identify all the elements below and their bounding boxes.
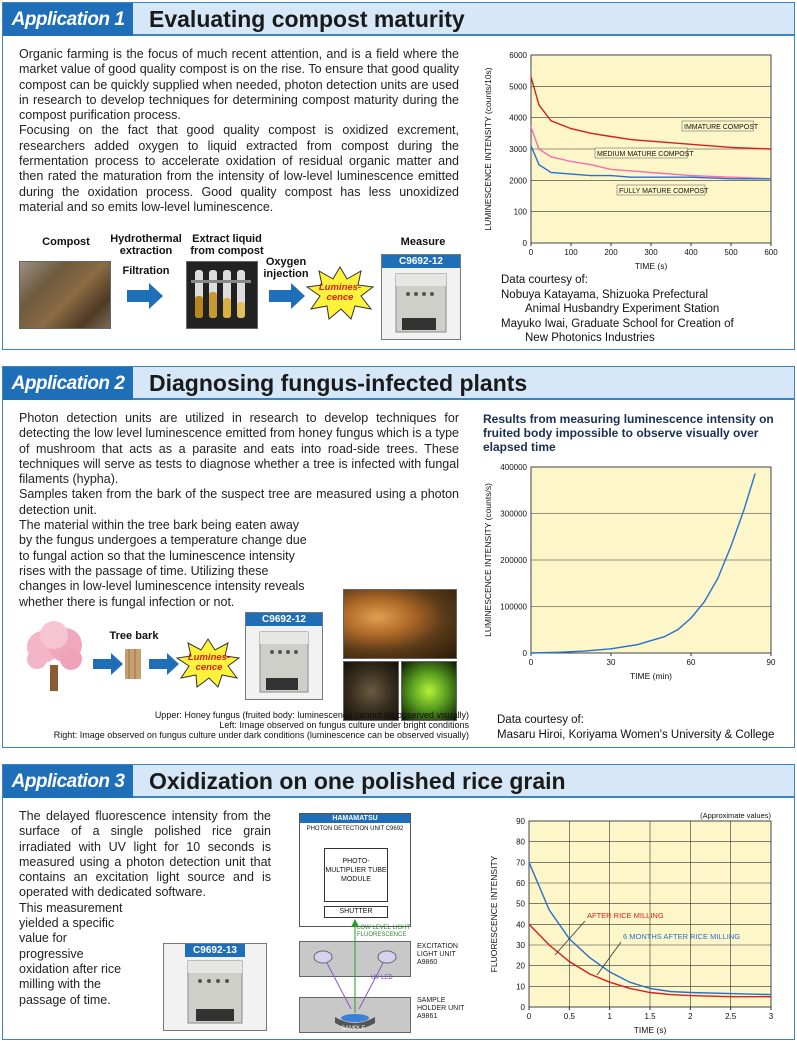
- paragraph: Photon detection units are utilized in research to develop techniques for detecting the low level luminescence emitted from honey fungus which is a type of mushroom that acts as a parasite and eats into road-side trees. These techniques will serve as tests to diagnose whether a tree is infected with fungal filaments (hypha).: [19, 411, 459, 487]
- data-point: [637, 644, 638, 645]
- device-model-label: C9692-13: [185, 944, 245, 957]
- data-point: [530, 145, 531, 146]
- device-icon: [246, 626, 322, 698]
- chart-note: (Approximate values): [700, 811, 771, 820]
- y-tick-label: 400000: [500, 463, 527, 472]
- y-tick-label: 90: [516, 817, 525, 826]
- y-tick-label: 10: [516, 982, 525, 992]
- c9692-12-device: [245, 612, 323, 700]
- data-point: [589, 973, 590, 974]
- y-axis-label: FLUORESCENCE INTENSITY: [489, 855, 499, 973]
- x-tick-label: 400: [684, 248, 698, 257]
- data-point: [530, 652, 531, 653]
- caption-left: Left: Image observed on fungus culture under bright conditions: [219, 720, 469, 730]
- data-point: [677, 629, 678, 630]
- data-point: [770, 178, 771, 179]
- tree-icon: [21, 621, 87, 693]
- data-point: [649, 992, 650, 993]
- data-point: [610, 136, 611, 137]
- data-point: [730, 178, 731, 179]
- x-tick-label: 100: [564, 248, 578, 257]
- data-point: [590, 133, 591, 134]
- x-axis-label: TIME (min): [629, 671, 673, 681]
- compost-label: Compost: [42, 236, 90, 248]
- y-tick-label: 20: [516, 961, 525, 971]
- diagram-light-paths: [295, 813, 415, 1035]
- x-tick-label: 3: [768, 1012, 774, 1021]
- data-point: [538, 105, 539, 106]
- bark-icon: [125, 649, 141, 679]
- credit-line: Nobuya Katayama, Shizuoka Prefectural: [501, 288, 709, 301]
- y-tick-label: 4000: [509, 113, 527, 123]
- x-axis-label: TIME (s): [634, 261, 668, 271]
- data-point: [690, 175, 691, 176]
- diagram-uv-led-label: UV LED: [371, 975, 393, 981]
- chart-heading: Results from measuring luminescence intensity on fruited body impossible to observe visually over elapsed time: [483, 412, 774, 454]
- honey-fungus-photo: [343, 589, 457, 659]
- series-label: IMMATURE COMPOST: [684, 124, 759, 131]
- data-point: [650, 172, 651, 173]
- data-point: [730, 147, 731, 148]
- x-tick-label: 1: [607, 1012, 612, 1021]
- y-tick-label: 2000: [509, 176, 527, 186]
- credit-line: Mayuko Iwai, Graduate School for Creation of: [501, 317, 734, 330]
- y-tick-label: 40: [516, 920, 525, 930]
- credit-line: Masaru Hiroi, Koriyama Women's University & College: [497, 728, 775, 741]
- sample-holder-text: SAMPLE HOLDER UNIT: [417, 997, 465, 1012]
- y-tick-label: 300000: [500, 509, 527, 519]
- data-point: [530, 127, 531, 128]
- data-point: [538, 164, 539, 165]
- x-tick-label: 500: [724, 248, 738, 257]
- application-1-header: [3, 3, 794, 36]
- c9692-13-device: [163, 943, 267, 1031]
- x-tick-label: 0.5: [563, 1012, 575, 1021]
- application-2-text: [19, 411, 459, 610]
- application-3-header: [3, 765, 794, 798]
- data-point: [670, 994, 671, 995]
- y-tick-label: 30: [516, 941, 525, 950]
- x-tick-label: 300: [644, 248, 658, 257]
- data-point: [690, 618, 691, 619]
- data-point: [754, 473, 755, 474]
- data-point: [770, 994, 771, 995]
- y-tick-label: 0: [522, 649, 527, 658]
- data-point: [610, 175, 611, 176]
- data-point: [730, 996, 731, 997]
- data-point: [590, 175, 591, 176]
- x-tick-label: 600: [764, 248, 778, 257]
- x-tick-label: 1.5: [644, 1012, 656, 1021]
- y-tick-label: 60: [516, 879, 525, 888]
- data-point: [609, 982, 610, 983]
- data-point: [557, 652, 558, 653]
- hydrothermal-label: Hydrothermal extraction: [110, 233, 182, 257]
- x-tick-label: 60: [686, 658, 696, 667]
- data-point: [589, 957, 590, 958]
- extract-label: Extract liquid from compost: [190, 233, 264, 257]
- sample-holder-label: [417, 997, 465, 1021]
- data-point: [549, 909, 550, 910]
- application-2-section: [2, 366, 795, 748]
- data-point: [690, 992, 691, 993]
- data-point: [770, 148, 771, 149]
- paragraph: This measurement yielded a specific value for progressive oxidation after rice milling with the passage of time.: [19, 900, 123, 1007]
- application-1-text: [19, 47, 459, 215]
- x-tick-label: 30: [606, 658, 616, 667]
- data-point: [570, 174, 571, 175]
- compost-luminescence-chart: [479, 43, 785, 273]
- x-tick-label: 0: [526, 1012, 532, 1021]
- diagram-shutter: SHUTTER: [324, 906, 388, 918]
- detection-unit-diagram: [295, 813, 415, 1035]
- application-1-section: [2, 2, 795, 350]
- diagram-low-level-label: LOW LEVEL LIGHT FLUORESCENCE: [357, 925, 411, 938]
- device-model-label: C9692-12: [246, 613, 322, 626]
- data-point: [549, 944, 550, 945]
- x-tick-label: 90: [766, 658, 776, 667]
- data-point: [664, 636, 665, 637]
- series-label: 6 MONTHS AFTER RICE MILLING: [623, 932, 741, 941]
- data-point: [584, 651, 585, 652]
- paragraph: Focusing on the fact that good quality compost is oxidized excrement, researchers added oxygen to liquid extracted from compost during the fermentation process to accelerate oxidation of residual organic matter and then rated the maturation from the intensity of low-level luminescence emitted during the oxidation process. Good quality compost has less unoxidized material and so emits low-level luminescence.: [19, 123, 459, 214]
- paragraph: Organic farming is the focus of much recent attention, and is a field where the market value of good quality compost is on the rise. To ensure that good quality compost can be quickly supplied when needed, photon detection units are used in research to develop techniques for determining compost maturity during the compost purification process.: [19, 47, 459, 123]
- data-point: [730, 546, 731, 547]
- data-point: [629, 982, 630, 983]
- y-axis-label: LUMINESCENCE INTENSITY (counts/s): [483, 483, 493, 637]
- excitation-model: A9860: [417, 959, 438, 966]
- data-point: [528, 924, 529, 925]
- x-tick-label: 200: [604, 248, 618, 257]
- diagram-pmt-box: PHOTO-MULTIPLIER TUBE MODULE: [324, 848, 388, 902]
- data-point: [650, 141, 651, 142]
- data-point: [550, 120, 551, 121]
- tree-bark-label: Tree bark: [109, 630, 159, 642]
- data-point: [630, 170, 631, 171]
- excitation-label: EXCITATION LIGHT UNIT: [417, 943, 458, 958]
- y-tick-label: 5000: [509, 82, 527, 92]
- y-tick-label: 3000: [509, 145, 527, 154]
- x-tick-label: 0: [528, 248, 534, 257]
- data-point: [590, 164, 591, 165]
- arrow-icon: [127, 283, 163, 309]
- data-point: [690, 177, 691, 178]
- y-tick-label: 0: [520, 1003, 525, 1012]
- data-point: [730, 993, 731, 994]
- credit-label: Data courtesy of:: [501, 274, 588, 286]
- y-tick-label: 100: [513, 207, 527, 217]
- data-point: [569, 961, 570, 962]
- y-tick-label: 6000: [509, 51, 527, 60]
- credit-block: [497, 713, 797, 742]
- data-point: [717, 578, 718, 579]
- extract-photo: [186, 261, 258, 329]
- series-label: FULLY MATURE COMPOST: [619, 188, 709, 195]
- oxygen-label: Oxygen injection: [263, 256, 309, 280]
- data-point: [630, 139, 631, 140]
- paragraph: Samples taken from the bark of the suspect tree are measured using a photon detection unit.: [19, 487, 459, 517]
- data-point: [730, 177, 731, 178]
- application-3-section: [2, 764, 795, 1040]
- data-point: [570, 161, 571, 162]
- c9692-12-device: [381, 254, 461, 340]
- data-point: [704, 601, 705, 602]
- diagram-sample-label: SAMPLE: [341, 1026, 366, 1032]
- caption-upper: Upper: Honey fungus (fruited body: luminescence cannot be observed visually): [154, 710, 469, 720]
- data-point: [528, 862, 529, 863]
- y-tick-label: 50: [516, 899, 525, 909]
- application-3-badge: Application 3: [3, 765, 133, 798]
- credit-line: Animal Husbandry Experiment Station: [525, 303, 720, 315]
- y-tick-label: 0: [522, 239, 527, 248]
- arrow-icon: [93, 653, 123, 675]
- data-point: [629, 988, 630, 989]
- data-point: [770, 996, 771, 997]
- data-point: [570, 128, 571, 129]
- paragraph: The delayed fluorescence intensity from the surface of a single polished rice grain irradiated with UV light for 10 seconds is measured using a photon detection unit that contains an excitation light source and is operated with dedicated software.: [19, 809, 271, 900]
- x-tick-label: 2.5: [725, 1012, 737, 1021]
- application-2-header: [3, 367, 794, 400]
- arrow-icon: [269, 283, 305, 309]
- test-tubes-icon: [187, 262, 257, 328]
- device-model-label: C9692-12: [382, 255, 460, 268]
- data-point: [609, 971, 610, 972]
- device-icon: [382, 268, 460, 338]
- data-point: [690, 995, 691, 996]
- y-tick-label: 200000: [500, 556, 527, 565]
- data-point: [630, 177, 631, 178]
- credit-line: New Photonics Industries: [525, 332, 655, 344]
- application-1-title: Evaluating compost maturity: [149, 6, 465, 32]
- application-2-title: Diagnosing fungus-infected plants: [149, 370, 528, 396]
- data-point: [530, 76, 531, 77]
- paragraph: The material within the tree bark being eaten away by the fungus undergoes a temperature change due to fungal action so that the luminescence intensity rises with the passage of time. Utilizing these changes in low-level luminescence intensity reveals whether there is fungal infection or not.: [19, 518, 307, 609]
- data-point: [550, 156, 551, 157]
- application-1-badge: Application 1: [3, 3, 133, 36]
- data-point: [744, 508, 745, 509]
- luminescence-label: Lumines-cence: [318, 282, 362, 303]
- data-point: [650, 177, 651, 178]
- application-3-title: Oxidization on one polished rice grain: [149, 768, 566, 794]
- application-2-badge: Application 2: [3, 367, 133, 400]
- x-axis-label: TIME (s): [633, 1025, 667, 1035]
- diagram-unit-label: PHOTON DETECTION UNIT C9692: [306, 826, 404, 832]
- rice-fluorescence-chart: [479, 805, 785, 1037]
- data-point: [610, 648, 611, 649]
- luminescence-label: Lumines-cence: [187, 652, 231, 673]
- x-tick-label: 0: [528, 658, 534, 667]
- data-point: [690, 144, 691, 145]
- fungus-luminescence-chart: [479, 459, 785, 691]
- excitation-unit-label: [417, 943, 465, 967]
- y-tick-label: 100000: [500, 602, 527, 612]
- data-point: [550, 172, 551, 173]
- data-point: [538, 148, 539, 149]
- sample-holder-model: A9861: [417, 1013, 438, 1020]
- caption-right: Right: Image observed on fungus culture under dark conditions (luminescence can be observed visually): [53, 730, 469, 740]
- compost-photo: [19, 261, 111, 329]
- filtration-label: Filtration: [122, 265, 170, 277]
- series-label: AFTER RICE MILLING: [587, 911, 664, 920]
- measure-label: Measure: [400, 236, 446, 248]
- credit-block: [501, 273, 791, 346]
- y-tick-label: 70: [516, 858, 525, 868]
- data-point: [670, 991, 671, 992]
- diagram-brand: HAMAMATSU: [300, 814, 410, 823]
- device-icon: [164, 957, 266, 1029]
- y-tick-label: 80: [516, 837, 525, 847]
- data-point: [649, 988, 650, 989]
- series-label: MEDIUM MATURE COMPOST: [597, 151, 694, 158]
- y-axis-label: LUMINESCENCE INTENSITY (counts/10s): [483, 67, 493, 231]
- x-tick-label: 2: [688, 1012, 693, 1021]
- credit-label: Data courtesy of:: [497, 714, 584, 726]
- data-point: [610, 169, 611, 170]
